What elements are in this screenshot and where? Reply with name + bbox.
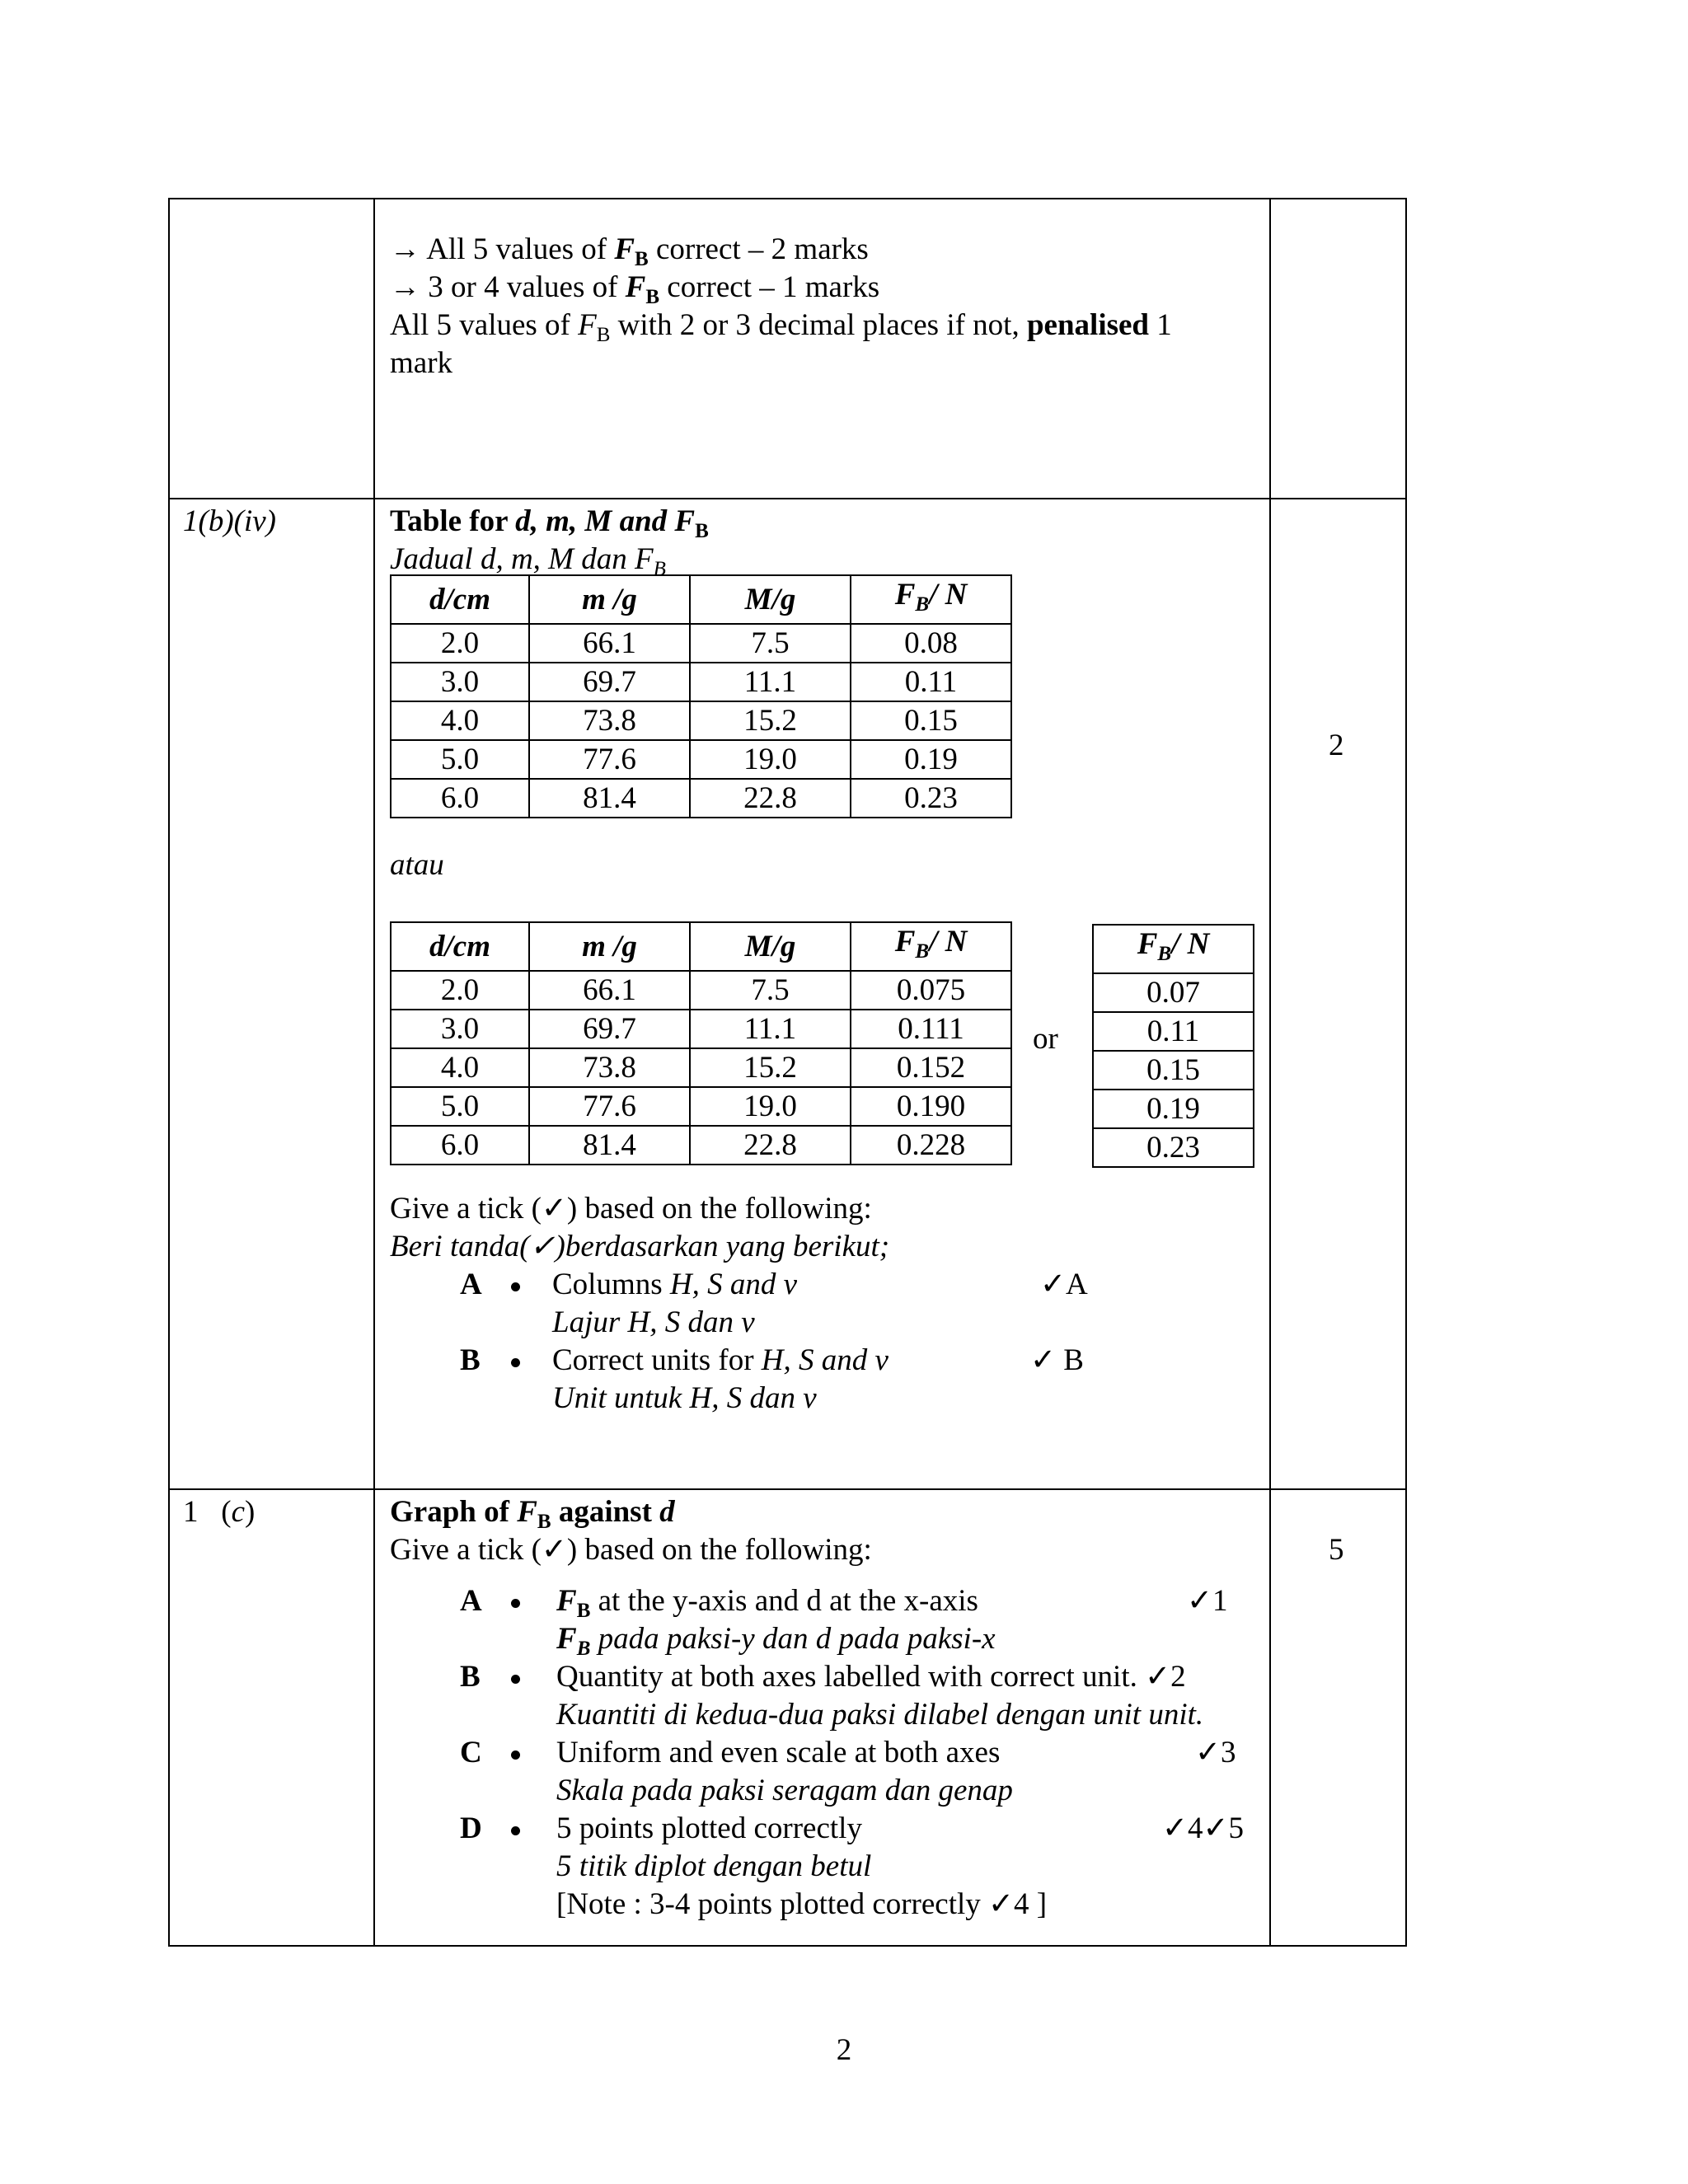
or-label: or [1033,1022,1058,1056]
row-divider-2 [168,1488,1407,1490]
row3-item-b-malay: Kuantiti di kedua-dua paksi dilabel dengan unit unit. [556,1698,1204,1732]
table-cell: 2.0 [391,624,529,663]
row2-tick-intro: Give a tick (✓) based on the following: [390,1192,872,1226]
table-cell: 11.1 [690,1010,851,1048]
table-cell: 0.075 [851,971,1011,1010]
table-row [391,624,1011,663]
table-cell: 7.5 [690,624,851,663]
table-cell: 2.0 [391,971,529,1010]
column-divider-1 [373,198,375,1947]
table-cell: 73.8 [529,701,690,740]
table-cell: 0.23 [851,779,1011,818]
row2-item-b-tick: ✓ B [1030,1343,1084,1377]
table-cell: 15.2 [690,701,851,740]
row2-item-a-letter: A [460,1268,482,1301]
table-row [1093,1012,1254,1051]
row2-subtitle: Jadual d, m, M dan $F_B$ [390,542,666,580]
header-fb: $F_B/$ N [1093,925,1254,973]
row3-note: [Note : 3-4 points plotted correctly ✓4 ] [556,1887,1048,1921]
table-row [391,663,1011,701]
row3-item-b-bullet [511,1658,520,1696]
row2-item-b-text: Correct units for H, S and v [552,1343,889,1377]
table-cell: 69.7 [529,1010,690,1048]
row3-item-d-tick: ✓4✓5 [1162,1811,1245,1845]
row1-line1: → All 5 values of $F_B$ correct – 2 marks [390,232,869,270]
table-cell: 6.0 [391,779,529,818]
table-header-row [1093,925,1254,973]
table-cell: 19.0 [690,1087,851,1126]
table-cell: 81.4 [529,1126,690,1165]
row3-marks: 5 [1329,1533,1344,1567]
header-m: m /g [529,575,690,624]
header-M: M/g [690,922,851,971]
header-m: m /g [529,922,690,971]
table-cell: 77.6 [529,1087,690,1126]
table-cell: 11.1 [690,663,851,701]
row1-line4: mark [390,346,453,380]
table-cell: 0.19 [1093,1090,1254,1128]
row3-item-d-letter: D [460,1811,482,1845]
column-divider-2 [1269,198,1271,1947]
table-row [1093,1090,1254,1128]
row2-item-b-letter: B [460,1343,481,1377]
row2-item-b-malay: Unit untuk H, S dan v [552,1381,817,1415]
table-row [391,1010,1011,1048]
row3-title: Graph of $F_B$ against d [390,1495,675,1533]
row2-item-b-bullet [511,1342,520,1380]
row3-item-c-malay: Skala pada paksi seragam dan genap [556,1774,1013,1807]
row3-item-c-bullet [511,1734,520,1772]
table-row [391,701,1011,740]
table-cell: 66.1 [529,624,690,663]
row2-tick-intro-malay: Beri tanda(✓)berdasarkan yang berikut; [390,1230,890,1263]
table-row [391,740,1011,779]
table-cell: 0.08 [851,624,1011,663]
row3-label: 1 (c) [183,1495,256,1529]
row3-item-a-malay: $F_B$ pada paksi-y dan d pada paksi-x [556,1622,996,1660]
row3-item-a-text: $F_B$ at the y-axis and d at the x-axis [556,1584,978,1622]
table-cell: 0.07 [1093,973,1254,1012]
table-cell: 0.11 [851,663,1011,701]
table-cell: 19.0 [690,740,851,779]
table-cell: 0.228 [851,1126,1011,1165]
header-d: d/cm [391,922,529,971]
table-cell: 3.0 [391,663,529,701]
row3-tick-intro: Give a tick (✓) based on the following: [390,1533,872,1567]
page-number: 2 [836,2033,852,2067]
row2-marks: 2 [1329,729,1344,762]
table-row [1093,973,1254,1012]
table-row [391,779,1011,818]
row3-item-c-text: Uniform and even scale at both axes [556,1736,1001,1769]
row2-item-a-tick: ✓A [1040,1268,1088,1301]
table-cell: 22.8 [690,1126,851,1165]
row3-item-d-malay: 5 titik diplot dengan betul [556,1849,872,1883]
table-header-row [391,575,1011,624]
table-header-row [391,922,1011,971]
table-cell: 22.8 [690,779,851,818]
table-cell: 0.15 [851,701,1011,740]
table-row [391,1126,1011,1165]
table-cell: 5.0 [391,740,529,779]
table-cell: 69.7 [529,663,690,701]
table-cell: 66.1 [529,971,690,1010]
row1-line3: All 5 values of $F_B$ with 2 or 3 decimal places if not, penalised 1 [390,308,1172,346]
row3-item-c-letter: C [460,1736,482,1769]
table-cell: 73.8 [529,1048,690,1087]
table-cell: 0.23 [1093,1128,1254,1167]
row3-item-a-bullet [511,1582,520,1620]
table-row [1093,1051,1254,1090]
row-divider-1 [168,498,1407,499]
header-fb: $F_B/$ N [851,575,1011,624]
header-fb: $F_B/$ N [851,922,1011,971]
table-cell: 5.0 [391,1087,529,1126]
table-cell: 0.190 [851,1087,1011,1126]
row3-item-d-text: 5 points plotted correctly [556,1811,862,1845]
table-cell: 0.11 [1093,1012,1254,1051]
row2-item-a-bullet [511,1266,520,1304]
table-cell: 4.0 [391,701,529,740]
table-cell: 0.152 [851,1048,1011,1087]
row3-item-b-letter: B [460,1660,481,1694]
table-cell: 6.0 [391,1126,529,1165]
header-M: M/g [690,575,851,624]
row2-label: 1(b)(iv) [183,504,276,538]
row3-item-d-bullet [511,1810,520,1848]
table-cell: 0.15 [1093,1051,1254,1090]
row2-item-a-text: Columns H, S and v [552,1268,798,1301]
table-cell: 0.19 [851,740,1011,779]
table-row [391,1087,1011,1126]
table-cell: 0.111 [851,1010,1011,1048]
atau-label: atau [390,848,444,882]
table-cell: 7.5 [690,971,851,1010]
row3-item-a-tick: ✓1 [1187,1584,1228,1618]
table-cell: 15.2 [690,1048,851,1087]
data-table-2 [390,921,1012,1165]
row3-item-b-text: Quantity at both axes labelled with correct unit. ✓2 [556,1660,1186,1694]
table-cell: 3.0 [391,1010,529,1048]
data-table-3 [1092,924,1254,1168]
table-row [391,1048,1011,1087]
table-row [391,971,1011,1010]
table-cell: 77.6 [529,740,690,779]
data-table-1 [390,574,1012,818]
row1-line2: → 3 or 4 values of $F_B$ correct – 1 marks [390,270,880,308]
header-d: d/cm [391,575,529,624]
row3-item-a-letter: A [460,1584,482,1618]
row2-title: Table for d, m, M and $F_B$ [390,504,709,542]
table-cell: 81.4 [529,779,690,818]
table-row [1093,1128,1254,1167]
row2-item-a-malay: Lajur H, S dan v [552,1305,755,1339]
table-cell: 4.0 [391,1048,529,1087]
row3-item-c-tick: ✓3 [1195,1736,1236,1769]
